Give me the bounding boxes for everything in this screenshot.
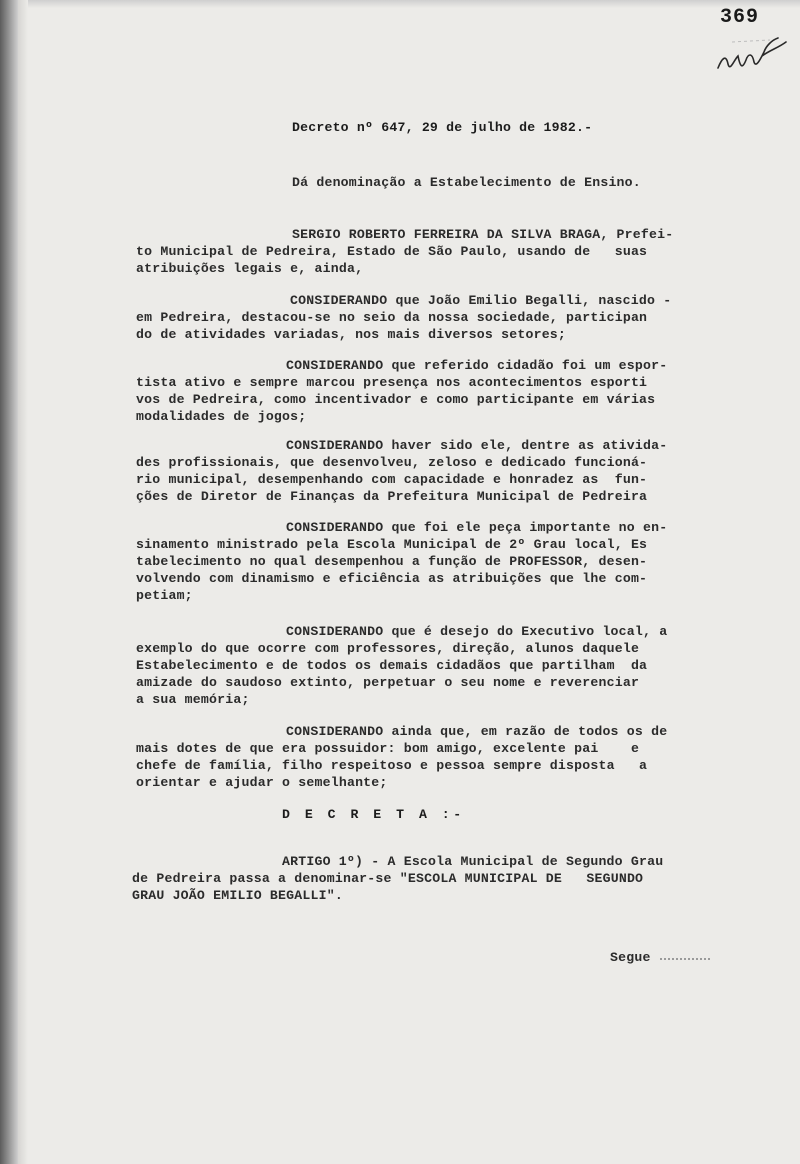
considerando-line: chefe de família, filho respeitoso e pessoa sempre disposta a xyxy=(136,758,648,773)
considerando-line: tabelecimento no qual desempenhou a função de PROFESSOR, desen- xyxy=(136,554,648,569)
binding-edge xyxy=(0,0,18,1164)
considerando-line: CONSIDERANDO que é desejo do Executivo local, a xyxy=(286,624,668,639)
considerando-line: sinamento ministrado pela Escola Municipal de 2º Grau local, Es xyxy=(136,537,648,552)
considerando-line: rio municipal, desempenhando com capacidade e honradez as fun- xyxy=(136,472,648,487)
considerando-line: modalidades de jogos; xyxy=(136,409,307,424)
artigo-line: ARTIGO 1º) - A Escola Municipal de Segundo Grau xyxy=(282,854,664,869)
artigo-line: de Pedreira passa a denominar-se "ESCOLA MUNICIPAL DE SEGUNDO xyxy=(132,871,644,886)
preamble-line: to Municipal de Pedreira, Estado de São Paulo, usando de suas xyxy=(136,244,648,259)
considerando-line: em Pedreira, destacou-se no seio da nossa sociedade, participan xyxy=(136,310,648,325)
considerando-line: CONSIDERANDO que referido cidadão foi um espor- xyxy=(286,358,668,373)
considerando-line: ções de Diretor de Finanças da Prefeitura Municipal de Pedreira xyxy=(136,489,648,504)
page-top-shade xyxy=(0,0,800,8)
considerando-line: Estabelecimento e de todos os demais cidadãos que partilham da xyxy=(136,658,648,673)
segue-dots xyxy=(660,958,710,960)
handwritten-signature xyxy=(712,30,792,80)
considerando-line: do de atividades variadas, nos mais diversos setores; xyxy=(136,327,567,342)
preamble-line: atribuições legais e, ainda, xyxy=(136,261,364,276)
preamble-line: SERGIO ROBERTO FERREIRA DA SILVA BRAGA, Prefei- xyxy=(292,227,674,242)
page-number: 369 xyxy=(720,6,760,29)
binding-edge-fade xyxy=(18,0,28,1164)
considerando-line: volvendo com dinamismo e eficiência as atribuições que lhe com- xyxy=(136,571,648,586)
decree-title: Decreto nº 647, 29 de julho de 1982.- xyxy=(292,120,593,135)
considerando-line: tista ativo e sempre marcou presença nos acontecimentos esporti xyxy=(136,375,648,390)
considerando-line: petiam; xyxy=(136,588,193,603)
considerando-line: CONSIDERANDO que João Emilio Begalli, nascido - xyxy=(290,293,672,308)
considerando-line: exemplo do que ocorre com professores, direção, alunos daquele xyxy=(136,641,640,656)
considerando-line: a sua memória; xyxy=(136,692,250,707)
segue-label: Segue xyxy=(610,950,651,965)
considerando-line: orientar e ajudar o semelhante; xyxy=(136,775,388,790)
considerando-line: amizade do saudoso extinto, perpetuar o seu nome e reverenciar xyxy=(136,675,640,690)
considerando-line: mais dotes de que era possuidor: bom amigo, excelente pai e xyxy=(136,741,640,756)
artigo-line: GRAU JOÃO EMILIO BEGALLI". xyxy=(132,888,343,903)
considerando-line: CONSIDERANDO ainda que, em razão de todos os de xyxy=(286,724,668,739)
considerando-line: CONSIDERANDO que foi ele peça importante no en- xyxy=(286,520,668,535)
considerando-line: CONSIDERANDO haver sido ele, dentre as ativida- xyxy=(286,438,668,453)
considerando-line: vos de Pedreira, como incentivador e como participante em várias xyxy=(136,392,656,407)
decreta-heading: D E C R E T A :- xyxy=(282,807,465,822)
considerando-line: des profissionais, que desenvolveu, zeloso e dedicado funcioná- xyxy=(136,455,648,470)
decree-subtitle: Dá denominação a Estabelecimento de Ensino. xyxy=(292,175,641,190)
